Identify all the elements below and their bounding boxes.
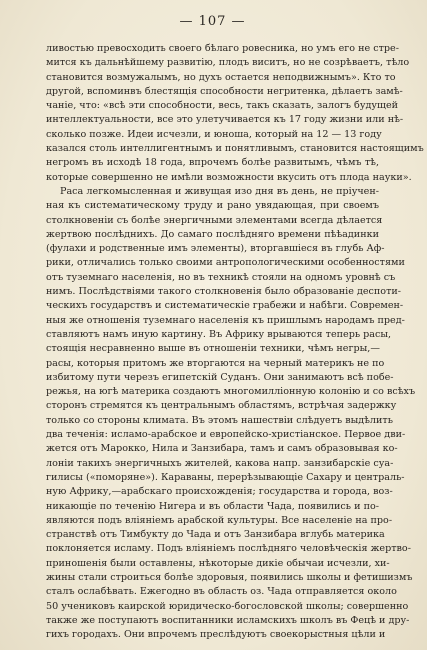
text-line: сколько позже. Идеи исчезли, и юноша, который на 12 — 13 году [46, 128, 382, 140]
text-line: которые совершенно не имѣли возможности вкусить отъ плода науки». [46, 171, 412, 183]
text-line: ставляютъ намъ иную картину. Въ Африку врываются теперь расы, [46, 328, 392, 340]
text-line: интеллектуальности, все это улетучивается къ 17 году жизни или нѣ- [46, 114, 404, 126]
text-line: сторонъ стремятся къ центральнымъ областямъ, встрѣчая задержку [46, 400, 397, 412]
text-line: гихъ городахъ. Они впрочемъ преслѣдуютъ своекорыстныя цѣли и [46, 629, 386, 641]
text-line: поклоняется исламу. Подъ влiянiемъ послѣдняго человѣческiя жертво- [46, 543, 411, 555]
text-line: жертвою послѣднихъ. До самаго послѣдняго времени пѣѣадинки [46, 228, 379, 240]
text-line: также же поступаютъ воспитанники исламскихъ школъ въ Фецѣ и дру- [46, 614, 410, 626]
page-number-header: — 107 — [179, 14, 246, 29]
text-line: стоящiя несравненно выше въ отношенiи техники, чѣмъ негры,— [46, 343, 380, 355]
text-line: ливостью превосходить своего бѣлаго ровесника, но умъ его не стре- [46, 43, 399, 54]
text-line: казался столь интеллигентнымъ и понятливымъ, становится настоящимъ [46, 143, 424, 155]
text-line: (фулахи и родственные имъ элементы), вторгавшiеся въ глубь Аф- [46, 243, 385, 255]
text-line: избитому пути черезъ египетскiй Суданъ. Они занимаютъ всѣ побе- [46, 371, 394, 383]
text-line: негромъ въ исходѣ 18 года, впрочемъ болѣе развитымъ, чѣмъ тѣ, [46, 157, 379, 169]
text-line: лонiи такихъ энергичныхъ жителей, какова напр. занзибарскiе суа- [46, 457, 394, 469]
text-line: становится возмужалымъ, но духъ остается неподвижнымъ». Кто то [46, 71, 396, 83]
body-text [46, 42, 424, 642]
text-line: являются подъ влiянiемъ арабской культуры. Все населенiе на про- [46, 514, 393, 526]
text-line: ную Африку,—арабскаго происхожденiя; государства и города, воз- [46, 486, 393, 498]
text-line: нимъ. Послѣдствiями такого столкновенiя было образованiе деспоти- [46, 286, 402, 298]
text-line: ная къ систематическому труду и рано увядающая, при своемъ [46, 200, 379, 212]
text-line: режья, на югѣ материка создаютъ многомиллiонную колонiю и со всѣхъ [46, 386, 416, 398]
text-line: расы, которыя притомъ же вторгаются на черный материкъ не по [46, 357, 385, 369]
text-line: рики, отличались только своими антропологическими особенностями [46, 257, 405, 269]
text-line: только со стороны климата. Въ этомъ нашествiи слѣдуетъ выдѣлить [46, 414, 393, 426]
text-line: ческихъ государствъ и систематическiе грабежи и набѣги. Современ- [46, 300, 404, 312]
text-line: сталъ ослабѣвать. Ежегодно въ область оз. Чада отправляется около [46, 586, 397, 598]
text-line: никающiе по теченiю Нигера и въ области Чада, появились и по- [46, 500, 379, 512]
text-line: гилисы («поморяне»). Караваны, перерѣзывающiе Сахару и централь- [46, 471, 405, 483]
text-line: приношенiя были оставлены, нѣкоторые дикiе обычаи исчезли, хи- [46, 557, 390, 569]
text-line: жется отъ Марокко, Нила и Занзибара, тамъ и самъ образовывая ко- [46, 443, 398, 455]
text-line: другой, вспоминвъ блестящiя способности негритенка, дѣлаетъ замѣ- [46, 85, 403, 97]
text-line: два теченiя: исламо-арабское и европейско-христiанское. Первое дви- [46, 429, 406, 441]
text-line: странствѣ отъ Тимбукту до Чада и отъ Занзибара вглубь материка [46, 529, 385, 541]
text-line: жины стали строиться болѣе здоровыя, появились школы и фетишизмъ [46, 571, 413, 583]
text-line: Раса легкомысленная и живущая изо дня въ день, не прiучен- [60, 185, 379, 197]
text-line: чанiе, что: «всѣ эти способности, весь, такъ сказать, залогъ будущей [46, 100, 399, 112]
text-line: 50 учениковъ каирской юридическо-богословской школы; совершенно [46, 600, 409, 612]
text-line: мится къ дальнѣйшему развитiю, плодъ виситъ, но не созрѣваетъ, тѣло [46, 57, 410, 69]
text-line: ныя же отношенiя туземнаго населенiя къ пришлымъ народамъ пред- [46, 314, 405, 326]
text-line: столкновенiи съ болѣе энергичными элементами всегда дѣлается [46, 214, 383, 226]
text-line: отъ туземнаго населенiя, но въ техникѣ стояли на одномъ уровнѣ съ [46, 271, 396, 283]
